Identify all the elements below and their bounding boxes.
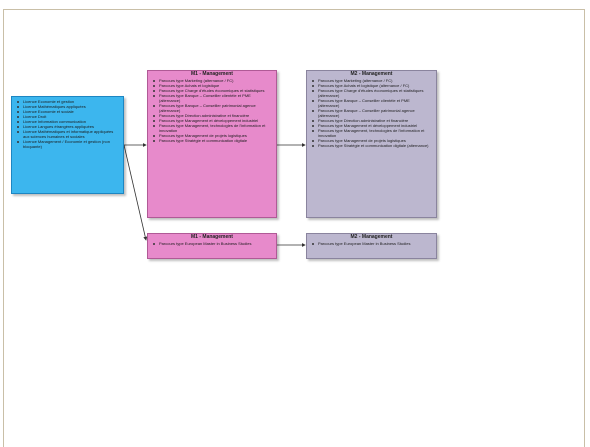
list-item: Licence Economie et gestion — [23, 99, 119, 104]
list-item: Parcours type Achats et logistique (alternance / FC) — [318, 83, 432, 88]
list-item: Parcours type Management, technologies de l'information et innovation — [318, 128, 432, 138]
m2-management-embs-list — [307, 241, 436, 246]
m1-management-embs-box — [147, 233, 277, 259]
list-item: Parcours type Banque – Conseiller clientèle et PME (alternance) — [318, 98, 432, 108]
list-item: Parcours type Charge d'études économiques et statistiques (alternance) — [318, 88, 432, 98]
list-item: Parcours type Charge d'études économiques et statistiques — [159, 88, 272, 93]
m2-management-embs-title: M2 - Management — [350, 234, 393, 240]
connector-source-to-m1-small — [124, 145, 146, 240]
source-licences-box — [11, 96, 124, 194]
list-item: Licence Management / Economie et gestion (non bloquante) — [23, 139, 119, 149]
list-item: Parcours type European Master in Business Studies — [318, 241, 432, 246]
m2-management-box — [306, 70, 437, 218]
list-item: Parcours type Direction administrative et financière — [318, 118, 432, 123]
list-item: Parcours type Direction administrative et financière — [159, 113, 272, 118]
m1-management-list — [148, 78, 276, 143]
list-item: Parcours type Marketing (alternance / FC) — [159, 78, 272, 83]
list-item: Licence Langues étrangères appliquées — [23, 124, 119, 129]
list-item: Parcours type Management, technologies de l'information et innovation — [159, 123, 272, 133]
list-item: Parcours type Stratégie et communication digitale — [159, 138, 272, 143]
list-item: Licence Mathématiques et informatique appliquées aux sciences humaines et sociales — [23, 129, 119, 139]
list-item: Parcours type Banque – Conseiller clientèle et PME (alternance) — [159, 93, 272, 103]
source-licences-list — [12, 99, 123, 149]
list-item: Licence Information communication — [23, 119, 119, 124]
m1-management-box — [147, 70, 277, 218]
list-item: Parcours type Marketing (alternance / FC) — [318, 78, 432, 83]
list-item: Parcours type Banque – Conseiller patrimonial agence (alternance) — [318, 108, 432, 118]
m1-management-embs-list — [148, 241, 276, 246]
list-item: Licence Mathématiques appliquées — [23, 104, 119, 109]
m2-management-list — [307, 78, 436, 148]
list-item: Licence Droit — [23, 114, 119, 119]
m1-management-title: M1 - Management — [191, 71, 233, 77]
m1-management-embs-title: M1 - Management — [191, 234, 233, 240]
m2-management-embs-box — [306, 233, 437, 259]
m2-management-title: M2 - Management — [350, 71, 393, 77]
list-item: Parcours type Management de projets logistiques — [318, 138, 432, 143]
list-item: Parcours type Management de projets logistiques — [159, 133, 272, 138]
list-item: Licence Economie et sociale — [23, 109, 119, 114]
list-item: Parcours type Stratégie et communication digitale (alternance) — [318, 143, 432, 148]
list-item: Parcours type Achats et logistique — [159, 83, 272, 88]
list-item: Parcours type Banque – Conseiller patrimonial agence (alternance) — [159, 103, 272, 113]
list-item: Parcours type Management et développement industriel — [318, 123, 432, 128]
list-item: Parcours type Management et développement industriel — [159, 118, 272, 123]
list-item: Parcours type European Master in Business Studies — [159, 241, 272, 246]
